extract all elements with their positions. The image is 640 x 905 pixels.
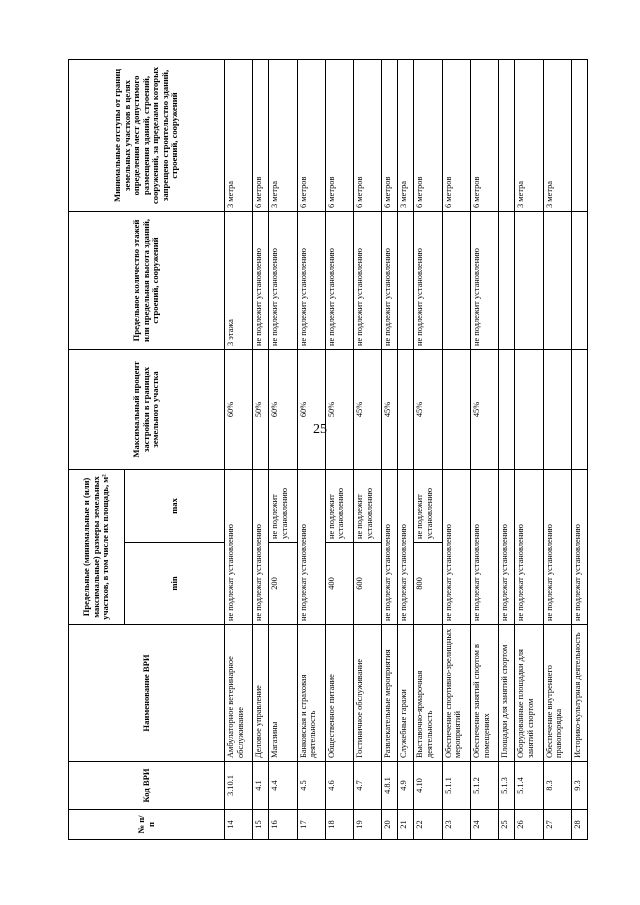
row-coverage-cell — [499, 349, 515, 469]
row-code-cell: 4.9 — [398, 762, 414, 810]
row-floors-cell — [499, 211, 515, 349]
row-code-cell: 4.8.1 — [382, 762, 398, 810]
row-max-cell: не подлежит установлению — [325, 469, 353, 542]
table-row — [354, 59, 382, 839]
row-code-cell: 8.3 — [543, 762, 571, 810]
row-min-cell: 400 — [325, 543, 353, 625]
row-setback-cell: 6 метров — [471, 59, 499, 211]
header-coverage: Максимальный процент застройки в границах земельного участка — [69, 349, 225, 469]
row-num-cell: 20 — [382, 810, 398, 840]
row-name-cell: Банковская и страховая деятельность — [297, 625, 325, 762]
row-num-cell: 19 — [354, 810, 382, 840]
header-area-text: Предельные (минимальные и (или) максимальные) размеры земельных участков, в том числе их площадь, м² — [81, 474, 111, 620]
row-minmax-cell: не подлежат установлению — [442, 469, 470, 624]
table-row — [253, 59, 269, 839]
row-name-cell: Обеспечение занятий спортом в помещениях — [471, 625, 499, 762]
row-setback-cell: 6 метров — [325, 59, 353, 211]
table-row — [471, 59, 499, 839]
row-name-cell: Выставочно-ярмарочная деятельность — [414, 625, 442, 762]
row-name-cell: Историко-культурная деятельность — [571, 625, 587, 762]
header-floors: Предельное количество этажей или предельная высота зданий, строений, сооружений — [69, 211, 225, 349]
row-setback-cell: 3 метра — [515, 59, 543, 211]
row-min-cell: 200 — [269, 543, 297, 625]
row-coverage-cell — [442, 349, 470, 469]
row-coverage-cell: 60% — [269, 349, 297, 469]
row-name-cell: Площадки для занятий спортом — [499, 625, 515, 762]
row-name-cell: Оборудованные площадки для занятий спортом — [515, 625, 543, 762]
table-row — [297, 59, 325, 839]
row-coverage-cell — [398, 349, 414, 469]
row-coverage-cell: 45% — [382, 349, 398, 469]
row-num-cell: 25 — [499, 810, 515, 840]
row-code-cell: 4.7 — [354, 762, 382, 810]
table-row — [382, 59, 398, 839]
row-coverage-cell — [515, 349, 543, 469]
row-code-cell: 4.4 — [269, 762, 297, 810]
table-row — [571, 59, 587, 839]
row-code-cell: 5.1.2 — [471, 762, 499, 810]
row-num-cell: 27 — [543, 810, 571, 840]
table-header — [69, 59, 225, 839]
row-minmax-cell: не подлежат установлению — [382, 469, 398, 624]
row-name-cell: Деловое управление — [253, 625, 269, 762]
row-coverage-cell: 50% — [325, 349, 353, 469]
row-min-cell: 600 — [354, 543, 382, 625]
row-code-cell: 4.10 — [414, 762, 442, 810]
row-name-cell: Обеспечение внутреннего правопорядка — [543, 625, 571, 762]
row-name-cell: Общественное питание — [325, 625, 353, 762]
row-num-cell: 15 — [253, 810, 269, 840]
table-row — [442, 59, 470, 839]
table-row — [543, 59, 571, 839]
table-row — [414, 59, 442, 839]
row-setback-cell: 6 метров — [382, 59, 398, 211]
row-coverage-cell: 45% — [471, 349, 499, 469]
row-code-cell: 9.3 — [571, 762, 587, 810]
row-num-cell: 16 — [269, 810, 297, 840]
row-code-cell: 5.1.1 — [442, 762, 470, 810]
row-coverage-cell: 45% — [414, 349, 442, 469]
header-num: № п/п — [69, 810, 225, 840]
table-row — [398, 59, 414, 839]
row-floors-cell: не подлежит установлению — [297, 211, 325, 349]
row-coverage-cell — [571, 349, 587, 469]
row-name-cell: Обеспечение спортивно-зрелищных мероприятий — [442, 625, 470, 762]
row-min-cell: 800 — [414, 543, 442, 625]
row-floors-cell: не подлежит установлению — [382, 211, 398, 349]
row-minmax-cell: не подлежат установлению — [398, 469, 414, 624]
row-name-cell: Магазины — [269, 625, 297, 762]
row-num-cell: 14 — [225, 810, 253, 840]
row-setback-cell — [571, 59, 587, 211]
row-setback-cell: 6 метров — [414, 59, 442, 211]
table-row — [225, 59, 253, 839]
table-body — [225, 59, 588, 839]
header-name: Наименование ВРИ — [69, 625, 225, 762]
row-code-cell: 5.1.4 — [515, 762, 543, 810]
row-floors-cell — [398, 211, 414, 349]
table-row — [515, 59, 543, 839]
table-row — [269, 59, 297, 839]
row-coverage-cell — [543, 349, 571, 469]
row-num-cell: 17 — [297, 810, 325, 840]
row-num-cell: 18 — [325, 810, 353, 840]
header-code: Код ВРИ — [69, 762, 225, 810]
row-num-cell: 21 — [398, 810, 414, 840]
row-setback-cell: 3 метра — [225, 59, 253, 211]
row-setback-cell: 3 метра — [398, 59, 414, 211]
row-floors-cell — [571, 211, 587, 349]
vri-table — [68, 59, 588, 840]
row-setback-cell: 6 метров — [297, 59, 325, 211]
row-floors-cell — [543, 211, 571, 349]
row-code-cell: 5.1.3 — [499, 762, 515, 810]
row-num-cell: 22 — [414, 810, 442, 840]
row-coverage-cell: 45% — [354, 349, 382, 469]
row-code-cell: 4.6 — [325, 762, 353, 810]
table-row — [325, 59, 353, 839]
row-num-cell: 26 — [515, 810, 543, 840]
row-setback-cell: 6 метров — [354, 59, 382, 211]
row-max-cell: не подлежит установлению — [414, 469, 442, 542]
table-row — [499, 59, 515, 839]
row-code-cell: 3.10.1 — [225, 762, 253, 810]
page-number: 25 — [313, 422, 327, 437]
row-floors-cell: не подлежит установлению — [414, 211, 442, 349]
row-minmax-cell: не подлежат установлению — [515, 469, 543, 624]
row-name-cell: Гостиничное обслуживание — [354, 625, 382, 762]
row-minmax-cell: не подлежат установлению — [297, 469, 325, 624]
row-num-cell: 28 — [571, 810, 587, 840]
row-name-cell: Служебные гаражи — [398, 625, 414, 762]
row-max-cell: не подлежит установлению — [269, 469, 297, 542]
row-setback-cell — [499, 59, 515, 211]
row-num-cell: 24 — [471, 810, 499, 840]
row-minmax-cell: не подлежат установлению — [253, 469, 269, 624]
row-floors-cell: не подлежит установлению — [253, 211, 269, 349]
header-setback: Минимальные отступы от границ земельных участков в целях определения мест допустимого размещения зданий, строений, сооружений, за пределами которых запрещено строительство зданий, строений, сооружений — [69, 59, 225, 211]
row-setback-cell: 6 метров — [442, 59, 470, 211]
row-minmax-cell: не подлежат установлению — [471, 469, 499, 624]
row-floors-cell — [442, 211, 470, 349]
row-name-cell: Амбулаторное ветеринарное обслуживание — [225, 625, 253, 762]
row-minmax-cell: не подлежат установлению — [543, 469, 571, 624]
row-code-cell: 4.5 — [297, 762, 325, 810]
row-setback-cell: 6 метров — [253, 59, 269, 211]
row-minmax-cell: не подлежат установлению — [499, 469, 515, 624]
row-coverage-cell: 60% — [225, 349, 253, 469]
row-coverage-cell: 50% — [253, 349, 269, 469]
row-floors-cell: 3 этажа — [225, 211, 253, 349]
row-coverage-cell: 60% — [297, 349, 325, 469]
row-floors-cell: не подлежит установлению — [269, 211, 297, 349]
row-setback-cell: 3 метра — [543, 59, 571, 211]
row-floors-cell: не подлежит установлению — [354, 211, 382, 349]
row-setback-cell: 3 метра — [269, 59, 297, 211]
header-max: max — [125, 469, 225, 542]
row-floors-cell: не подлежит установлению — [325, 211, 353, 349]
row-num-cell: 23 — [442, 810, 470, 840]
row-floors-cell — [515, 211, 543, 349]
row-max-cell: не подлежит установлению — [354, 469, 382, 542]
row-name-cell: Развлекательные мероприятия — [382, 625, 398, 762]
row-floors-cell: не подлежит установлению — [471, 211, 499, 349]
rotated-table-container — [68, 60, 588, 840]
row-minmax-cell: не подлежат установлению — [225, 469, 253, 624]
header-area-group — [69, 469, 125, 624]
row-minmax-cell: не подлежат установлению — [571, 469, 587, 624]
header-min: min — [125, 543, 225, 625]
row-code-cell: 4.1 — [253, 762, 269, 810]
